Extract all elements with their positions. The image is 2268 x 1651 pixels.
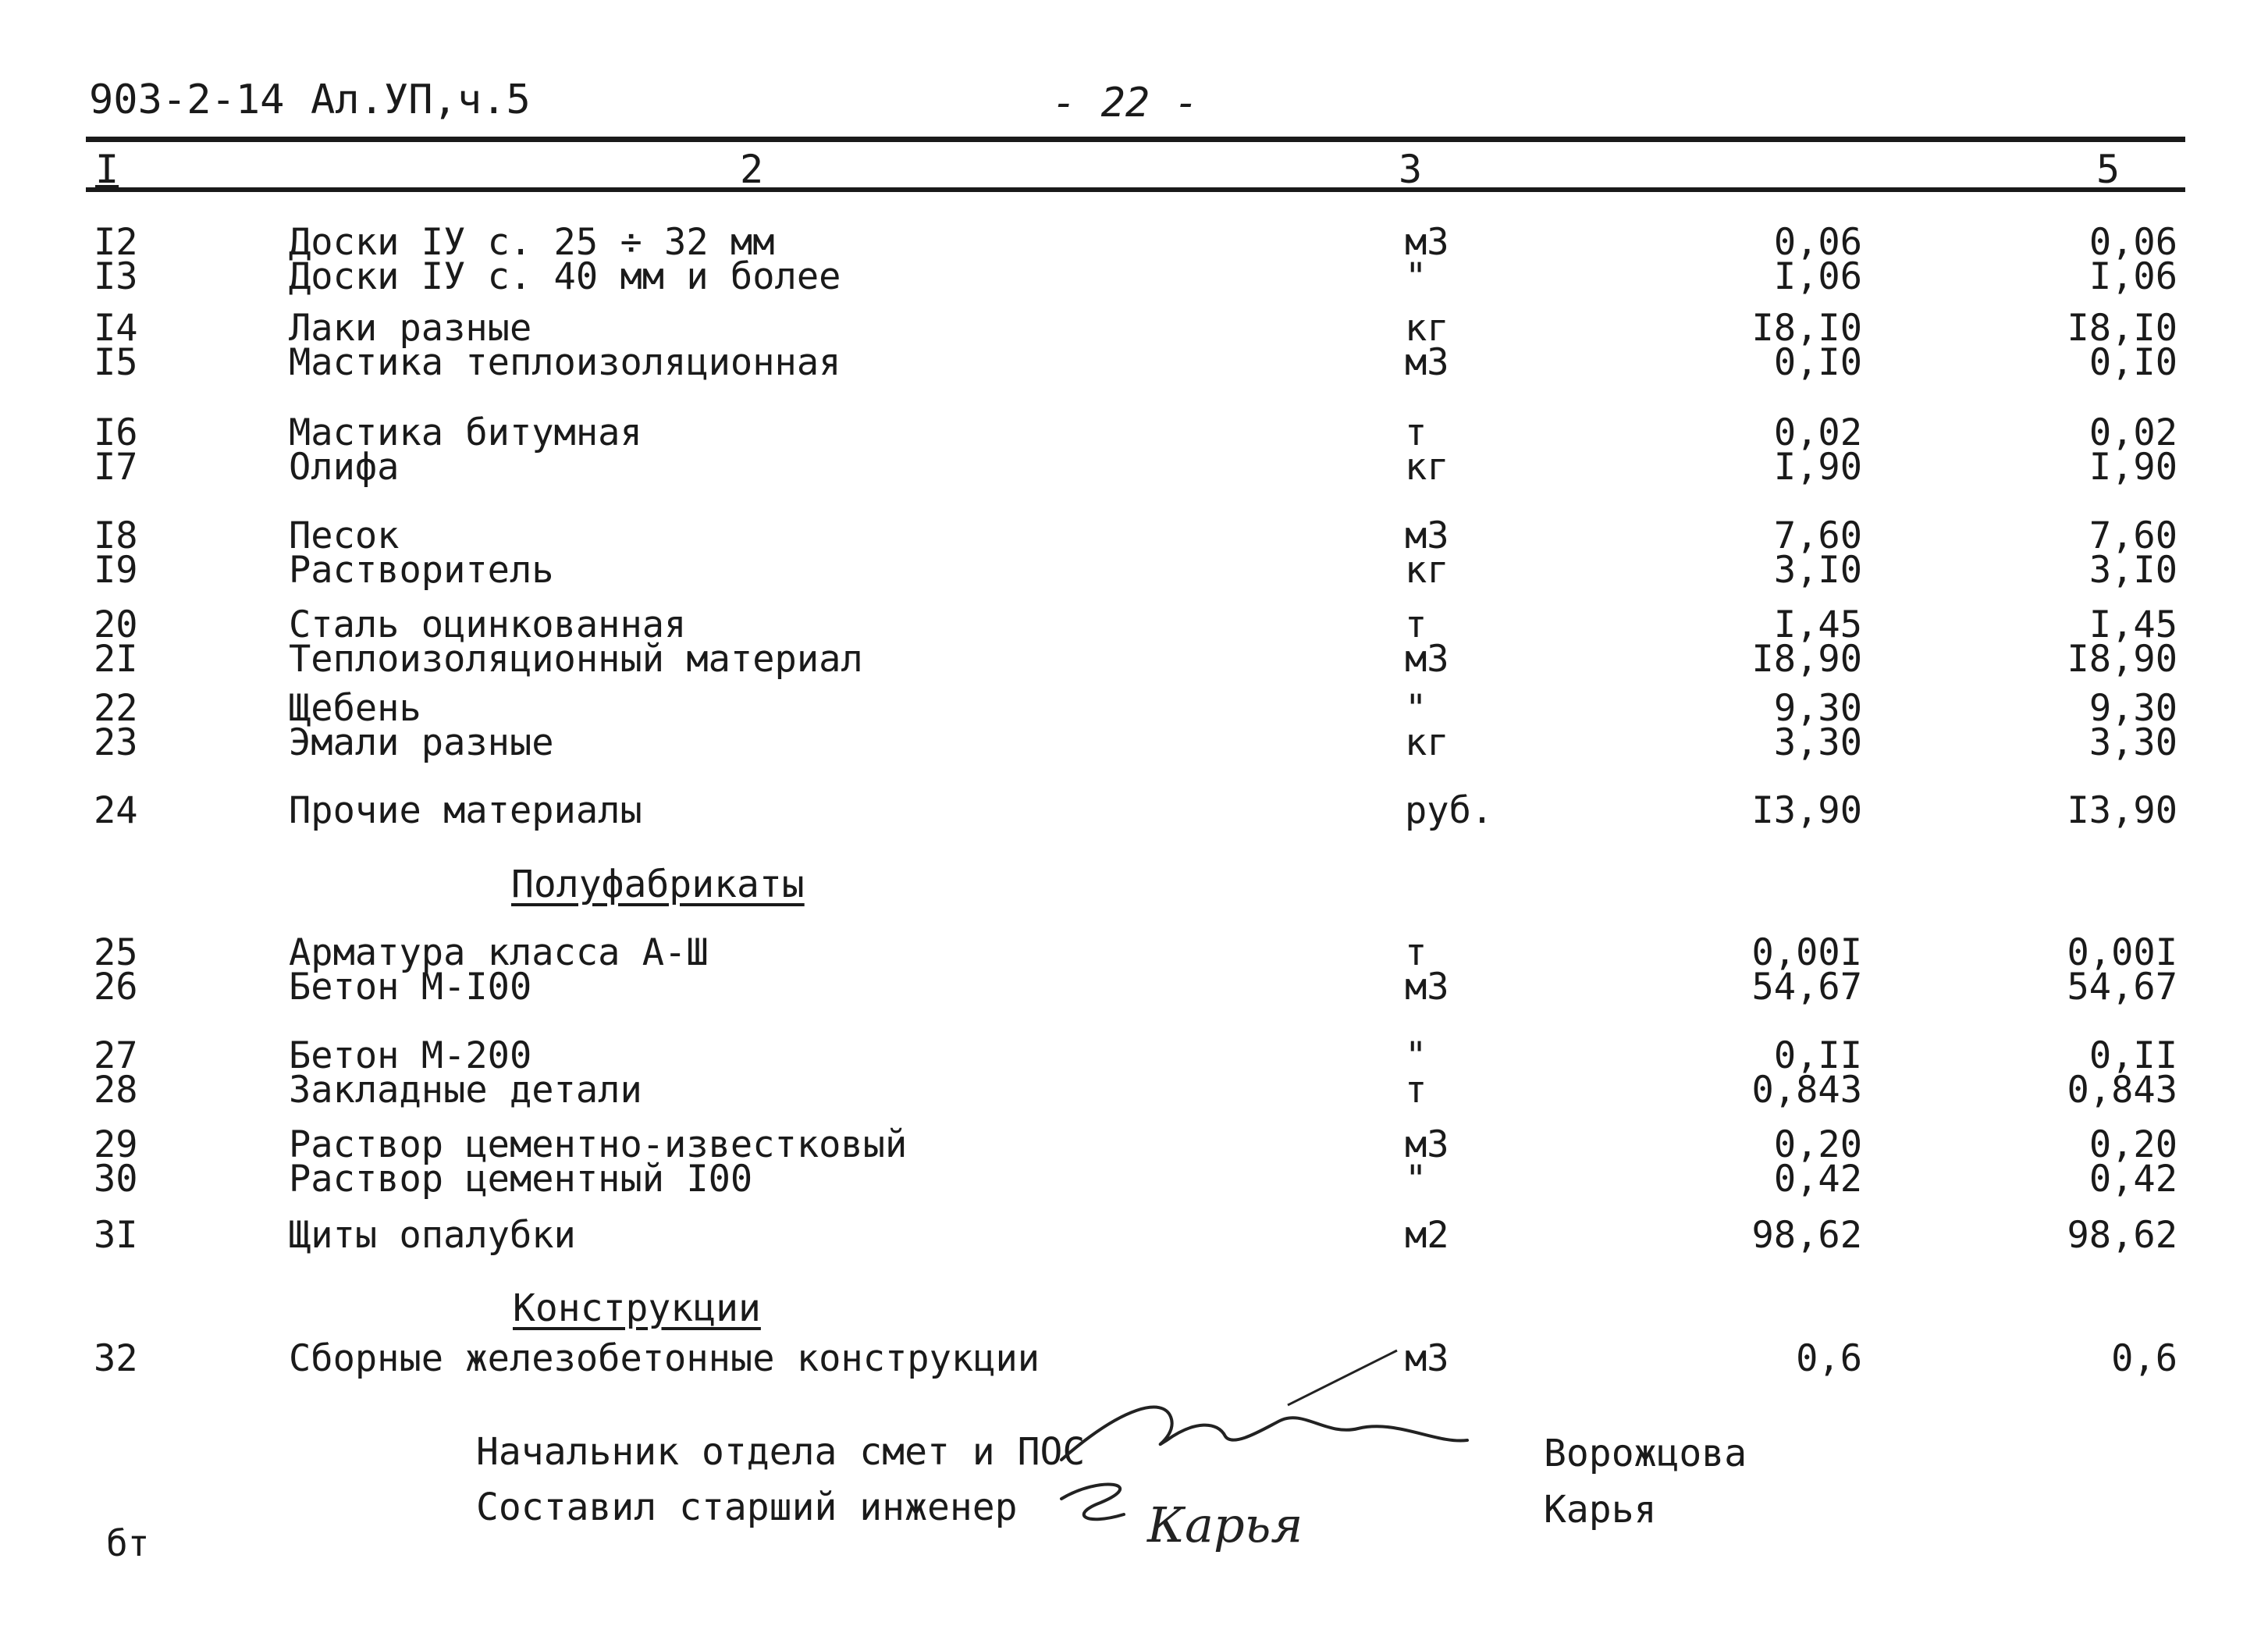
quantity-column-5: 0,00I (2067, 931, 2177, 974)
signature-name-head: Ворожцова (1544, 1432, 1747, 1475)
column-header-5: 5 (2096, 147, 2120, 192)
handwritten-signature-text: Карья (1147, 1496, 1303, 1553)
quantity-column-4: I3,90 (1751, 789, 1862, 832)
corner-mark: бт (106, 1522, 150, 1564)
quantity-column-5: 0,06 (2088, 221, 2177, 264)
document-code: 903-2-14 (89, 77, 285, 123)
signature-role-head: Начальник отдела смет и ПОС (476, 1430, 1086, 1474)
material-name: Бетон М-200 (289, 1034, 532, 1077)
unit-of-measure: " (1405, 687, 1427, 730)
material-name: Прочие материалы (289, 789, 642, 832)
unit-of-measure: т (1405, 411, 1427, 454)
material-name: Лаки разные (289, 307, 532, 350)
material-name: Щебень (289, 687, 421, 730)
table-row (0, 638, 2268, 681)
quantity-column-4: 7,60 (1773, 514, 1862, 557)
material-name: Доски IУ с. 25 ÷ 32 мм (289, 221, 775, 264)
table-row (0, 341, 2268, 384)
page-number: - 22 - (1052, 80, 1199, 126)
quantity-column-5: 0,843 (2067, 1069, 2177, 1112)
quantity-column-4: I8,90 (1751, 638, 1862, 681)
section-title-semifinished: Полуфабрикаты (511, 863, 805, 906)
quantity-column-5: 0,I0 (2088, 341, 2177, 384)
row-number: 20 (94, 603, 138, 646)
table-row (0, 446, 2268, 489)
material-name: Олифа (289, 446, 400, 489)
quantity-column-4: 98,62 (1751, 1214, 1862, 1257)
row-number: I2 (94, 221, 138, 264)
quantity-column-5: I,45 (2088, 603, 2177, 646)
unit-of-measure: кг (1405, 446, 1449, 489)
material-name: Песок (289, 514, 400, 557)
unit-of-measure: кг (1405, 721, 1449, 764)
unit-of-measure: м2 (1405, 1214, 1449, 1257)
unit-of-measure: кг (1405, 549, 1449, 592)
quantity-column-4: I,45 (1773, 603, 1862, 646)
quantity-column-5: I,90 (2088, 446, 2177, 489)
unit-of-measure: м3 (1405, 1337, 1449, 1380)
quantity-column-5: I8,90 (2067, 638, 2177, 681)
column-header-1: I (95, 147, 119, 192)
material-name: Мастика битумная (289, 411, 642, 454)
quantity-column-5: I,06 (2088, 255, 2177, 298)
row-number: 25 (94, 931, 138, 974)
row-number: 3I (94, 1214, 138, 1257)
material-name: Сталь оцинкованная (289, 603, 687, 646)
unit-of-measure: м3 (1405, 341, 1449, 384)
row-number: I3 (94, 255, 138, 298)
quantity-column-4: 0,00I (1751, 931, 1862, 974)
table-row (0, 1069, 2268, 1112)
quantity-column-4: 3,I0 (1773, 549, 1862, 592)
unit-of-measure: м3 (1405, 966, 1449, 1009)
unit-of-measure: м3 (1405, 638, 1449, 681)
row-number: I7 (94, 446, 138, 489)
unit-of-measure: руб. (1405, 789, 1494, 832)
material-name: Мастика теплоизоляционная (289, 341, 841, 384)
material-name: Раствор цементный I00 (289, 1158, 753, 1201)
album-reference: Ал.УП,ч.5 (311, 77, 531, 123)
quantity-column-5: 0,20 (2088, 1123, 2177, 1166)
unit-of-measure: т (1405, 1069, 1427, 1112)
row-number: 2I (94, 638, 138, 681)
quantity-column-4: 0,20 (1773, 1123, 1862, 1166)
quantity-column-5: 0,42 (2088, 1158, 2177, 1201)
quantity-column-4: 3,30 (1773, 721, 1862, 764)
table-row (0, 549, 2268, 592)
quantity-column-4: 0,I0 (1773, 341, 1862, 384)
material-name: Раствор цементно-известковый (289, 1123, 908, 1166)
quantity-column-4: 0,06 (1773, 221, 1862, 264)
handwritten-signature-compiler (1054, 1468, 1381, 1569)
row-number: 22 (94, 687, 138, 730)
material-name: Доски IУ с. 40 мм и более (289, 255, 841, 298)
material-name: Закладные детали (289, 1069, 642, 1112)
material-name: Щиты опалубки (289, 1214, 576, 1257)
row-number: 28 (94, 1069, 138, 1112)
table-row (0, 721, 2268, 764)
unit-of-measure: кг (1405, 307, 1449, 350)
unit-of-measure: т (1405, 603, 1427, 646)
table-row (0, 1158, 2268, 1201)
row-number: 26 (94, 966, 138, 1009)
header-rule-top (86, 137, 2185, 142)
material-name: Теплоизоляционный материал (289, 638, 863, 681)
quantity-column-5: I3,90 (2067, 789, 2177, 832)
quantity-column-4: 9,30 (1773, 687, 1862, 730)
quantity-column-4: 0,843 (1751, 1069, 1862, 1112)
unit-of-measure: м3 (1405, 514, 1449, 557)
quantity-column-5: 0,02 (2088, 411, 2177, 454)
row-number: 30 (94, 1158, 138, 1201)
row-number: I8 (94, 514, 138, 557)
unit-of-measure: " (1405, 255, 1427, 298)
quantity-column-4: I,06 (1773, 255, 1862, 298)
table-row (0, 1337, 2268, 1380)
quantity-column-5: 98,62 (2067, 1214, 2177, 1257)
unit-of-measure: м3 (1405, 221, 1449, 264)
quantity-column-5: I8,I0 (2067, 307, 2177, 350)
quantity-column-4: I,90 (1773, 446, 1862, 489)
row-number: I9 (94, 549, 138, 592)
quantity-column-5: 0,6 (2111, 1337, 2177, 1380)
unit-of-measure: " (1405, 1034, 1427, 1077)
quantity-column-4: 0,42 (1773, 1158, 1862, 1201)
quantity-column-5: 0,II (2088, 1034, 2177, 1077)
quantity-column-4: 0,6 (1796, 1337, 1862, 1380)
table-row (0, 966, 2268, 1009)
row-number: I5 (94, 341, 138, 384)
row-number: 27 (94, 1034, 138, 1077)
signature-name-compiler: Карья (1544, 1488, 1657, 1532)
quantity-column-4: 54,67 (1751, 966, 1862, 1009)
header-rule-bottom (86, 187, 2185, 192)
unit-of-measure: " (1405, 1158, 1427, 1201)
material-name: Бетон М-I00 (289, 966, 532, 1009)
quantity-column-4: 0,II (1773, 1034, 1862, 1077)
quantity-column-4: 0,02 (1773, 411, 1862, 454)
unit-of-measure: м3 (1405, 1123, 1449, 1166)
quantity-column-4: I8,I0 (1751, 307, 1862, 350)
unit-of-measure: т (1405, 931, 1427, 974)
table-row (0, 1214, 2268, 1257)
material-name: Растворитель (289, 549, 554, 592)
column-header-2: 2 (740, 147, 764, 192)
table-row (0, 789, 2268, 832)
row-number: 32 (94, 1337, 138, 1380)
material-name: Сборные железобетонные конструкции (289, 1337, 1040, 1380)
row-number: I4 (94, 307, 138, 350)
quantity-column-5: 54,67 (2067, 966, 2177, 1009)
table-row (0, 255, 2268, 298)
quantity-column-5: 7,60 (2088, 514, 2177, 557)
row-number: 24 (94, 789, 138, 832)
row-number: I6 (94, 411, 138, 454)
signature-role-compiler: Составил старший инженер (476, 1486, 1018, 1529)
quantity-column-5: 3,I0 (2088, 549, 2177, 592)
section-title-structures: Конструкции (513, 1286, 761, 1330)
quantity-column-5: 9,30 (2088, 687, 2177, 730)
handwritten-signature-head (1030, 1374, 1498, 1468)
material-name: Арматура класса А-Ш (289, 931, 709, 974)
material-name: Эмали разные (289, 721, 554, 764)
column-header-3: 3 (1399, 147, 1423, 192)
row-number: 29 (94, 1123, 138, 1166)
quantity-column-5: 3,30 (2088, 721, 2177, 764)
row-number: 23 (94, 721, 138, 764)
